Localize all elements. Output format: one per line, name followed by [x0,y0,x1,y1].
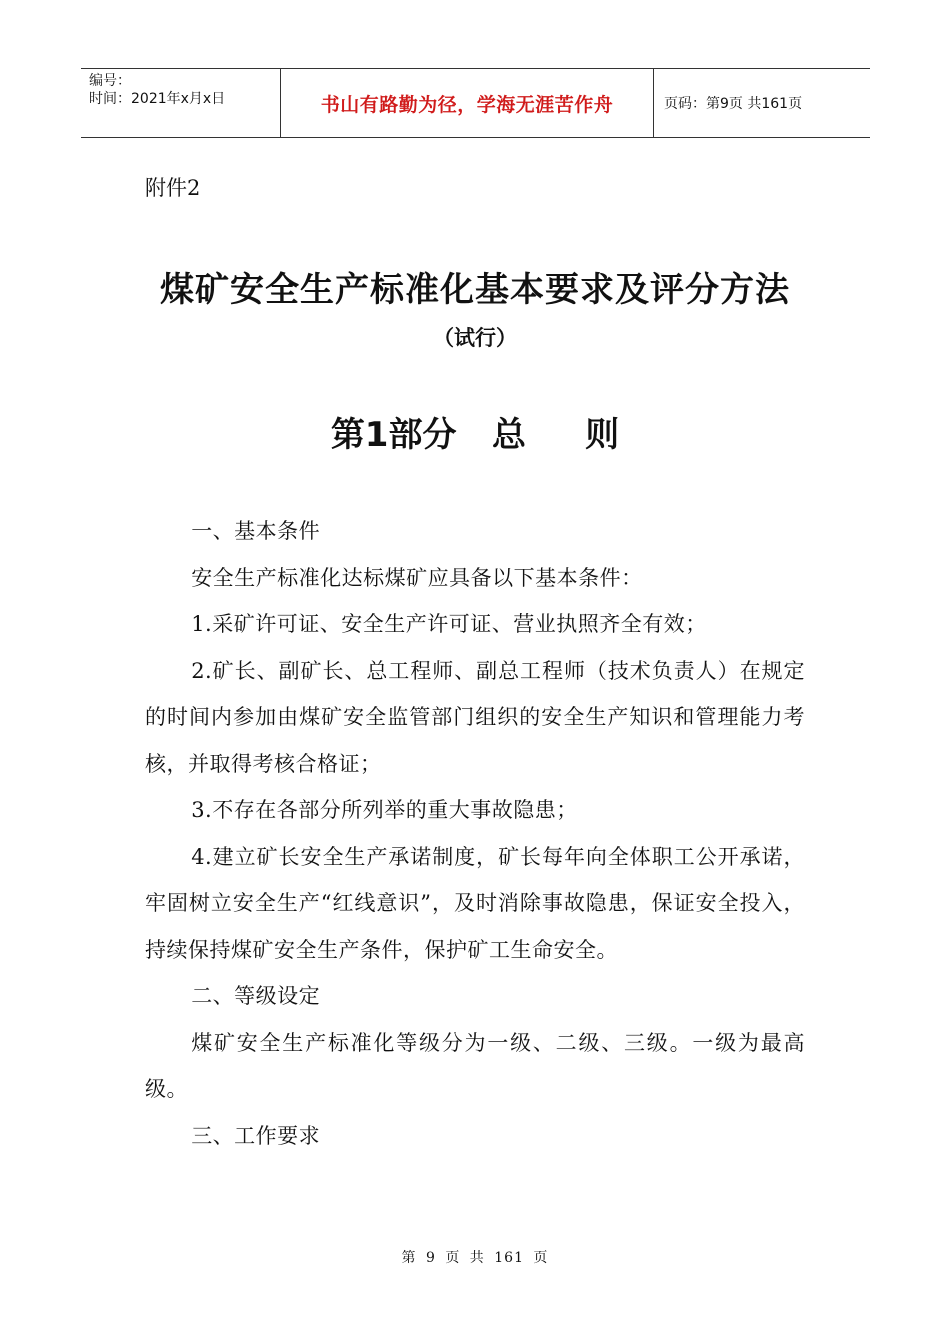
header-page-cell [654,69,870,137]
list-item: 4.建立矿长安全生产承诺制度，矿长每年向全体职工公开承诺，牢固树立安全生产“红线意识”，及时消除事故隐患，保证安全投入，持续保持煤矿安全生产条件，保护矿工生命安全。 [145,844,805,962]
document-title: 煤矿安全生产标准化基本要求及评分方法 [160,270,790,310]
part-heading: 第1部分 总 则 [330,415,620,455]
header-motto: 书山有路勤为径，学海无涯苦作舟 [320,93,614,116]
document-body [145,508,805,1159]
document-number-label: 编号： [89,73,131,89]
attachment-label: 附件2 [145,176,201,200]
list-item: 1.采矿许可证、安全生产许可证、营业执照齐全有效； [191,612,707,636]
section-heading-grade-setting: 二、等级设定 [191,984,321,1008]
document-time-label: 时间：2021年x月x日 [89,91,226,107]
paragraph: 煤矿安全生产标准化等级分为一级、二级、三级。一级为最高级。 [145,1030,805,1101]
header-table [81,68,870,138]
paragraph: 安全生产标准化达标煤矿应具备以下基本条件： [191,565,643,590]
section-heading-work-requirements: 三、工作要求 [191,1123,321,1148]
list-item: 3.不存在各部分所列举的重大事故隐患； [191,798,578,822]
header-meta-cell [81,69,281,137]
header-motto-cell [281,69,654,137]
page-footer: 第 9 页 共 161 页 [401,1250,549,1266]
document-subtitle: （试行） [433,326,517,350]
section-heading-basic-conditions: 一、基本条件 [191,519,321,543]
header-page-info: 页码：第9页 共161页 [664,96,803,112]
list-item: 2.矿长、副矿长、总工程师、副总工程师（技术负责人）在规定的时间内参加由煤矿安全监管部门组织的安全生产知识和管理能力考核，并取得考核合格证； [145,658,805,776]
